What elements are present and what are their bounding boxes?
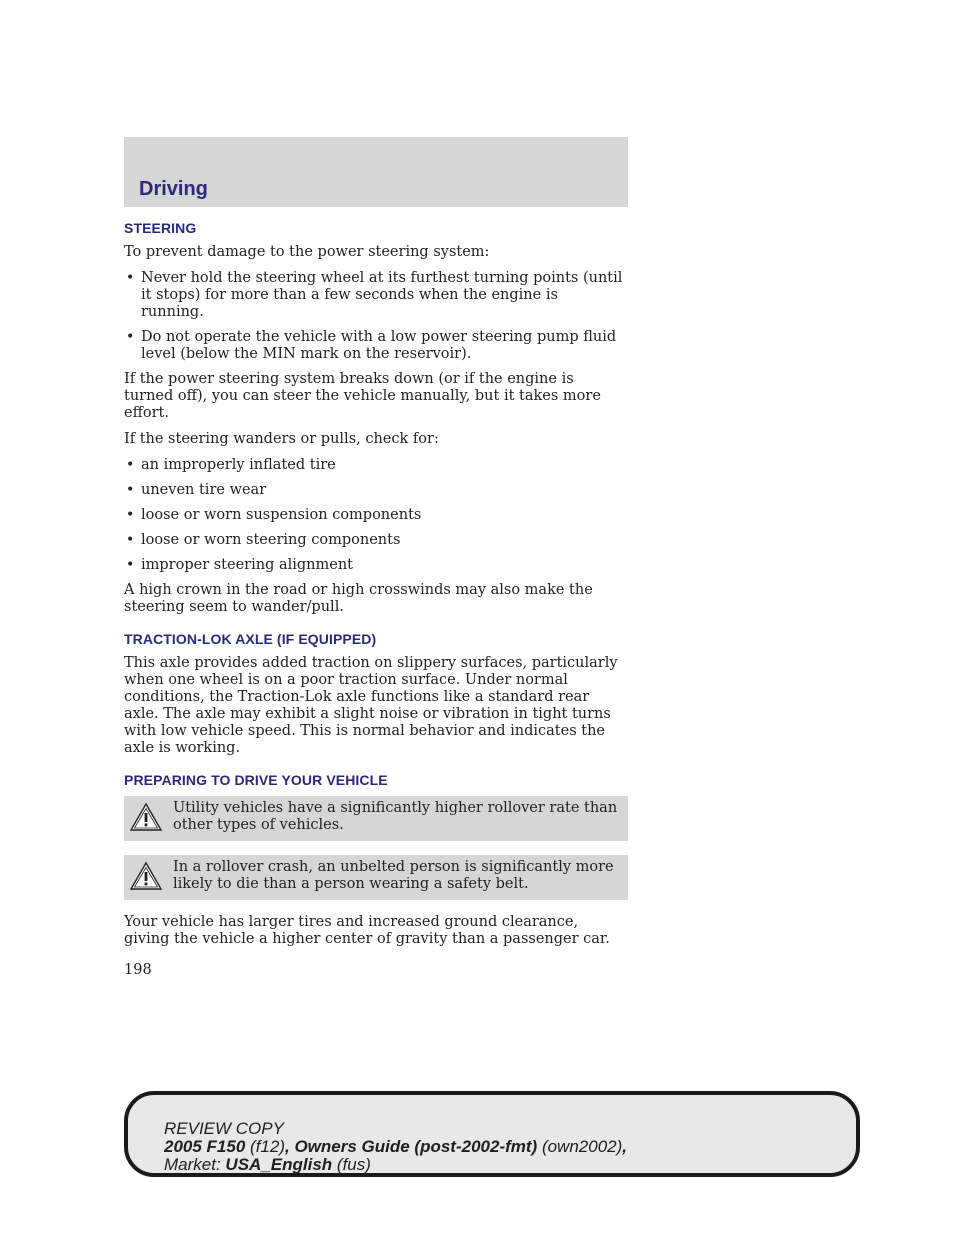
review-copy-label: REVIEW COPY [164, 1119, 284, 1138]
list-item: • Never hold the steering wheel at its furthest turning points (until it stops) for more than a few seconds when the engine is running. [126, 270, 623, 320]
steering-heading: STEERING [124, 220, 197, 236]
warning-triangle-icon [129, 802, 163, 832]
bullet-icon: • [126, 532, 135, 548]
steering-breakdown-paragraph: If the power steering system breaks down (or if the engine is turned off), you can steer the vehicle manually, but it takes more effort. [124, 371, 601, 421]
bullet-icon: • [126, 482, 135, 498]
steering-bullets [124, 270, 624, 363]
warning-triangle-icon [129, 861, 163, 891]
warning-text: In a rollover crash, an unbelted person is significantly more likely to die than a person wearing a safety belt. [173, 859, 614, 892]
steering-check-list [124, 457, 624, 574]
steering-intro: To prevent damage to the power steering system: [124, 244, 490, 260]
warning-text: Utility vehicles have a significantly higher rollover rate than other types of vehicles. [173, 800, 618, 833]
tractionlok-body: This axle provides added traction on slippery surfaces, particularly when one wheel is on a poor traction surface. Under normal conditions, the Traction-Lok axle functions like a standard rear axle. The axle may exhibit a slight noise or vibration in tight turns with low vehicle speed. This is normal behavior and indicates the axle is working. [124, 655, 618, 756]
bullet-icon: • [126, 270, 135, 286]
list-item: • loose or worn suspension components [126, 507, 422, 523]
section-title: Driving [139, 178, 208, 200]
steering-crown-paragraph: A high crown in the road or high crosswinds may also make the steering seem to wander/pull. [124, 582, 593, 615]
list-item: • improper steering alignment [126, 557, 353, 573]
list-item: • an improperly inflated tire [126, 457, 336, 473]
list-item: • uneven tire wear [126, 482, 267, 498]
footer-text [164, 1120, 627, 1174]
preparing-body: Your vehicle has larger tires and increased ground clearance, giving the vehicle a higher center of gravity than a passenger car. [124, 914, 610, 947]
warning-box [124, 796, 628, 841]
footer-doc-line: 2005 F150 (f12), Owners Guide (post-2002-fmt) (own2002), [164, 1137, 627, 1156]
steering-wanders-paragraph: If the steering wanders or pulls, check for: [124, 431, 439, 447]
bullet-icon: • [126, 329, 135, 345]
page-number: 198 [124, 962, 152, 978]
preparing-heading: PREPARING TO DRIVE YOUR VEHICLE [124, 772, 388, 788]
list-item: • loose or worn steering components [126, 532, 401, 548]
list-item: • Do not operate the vehicle with a low power steering pump fluid level (below the MIN mark on the reservoir). [126, 329, 617, 362]
bullet-icon: • [126, 557, 135, 573]
review-copy-footer [124, 1091, 860, 1177]
warning-box [124, 855, 628, 900]
footer-market-line: Market: USA_English (fus) [164, 1155, 371, 1174]
page-content [124, 220, 624, 979]
section-header-band [124, 137, 628, 207]
tractionlok-heading: TRACTION-LOK AXLE (IF EQUIPPED) [124, 631, 377, 647]
bullet-icon: • [126, 457, 135, 473]
bullet-icon: • [126, 507, 135, 523]
